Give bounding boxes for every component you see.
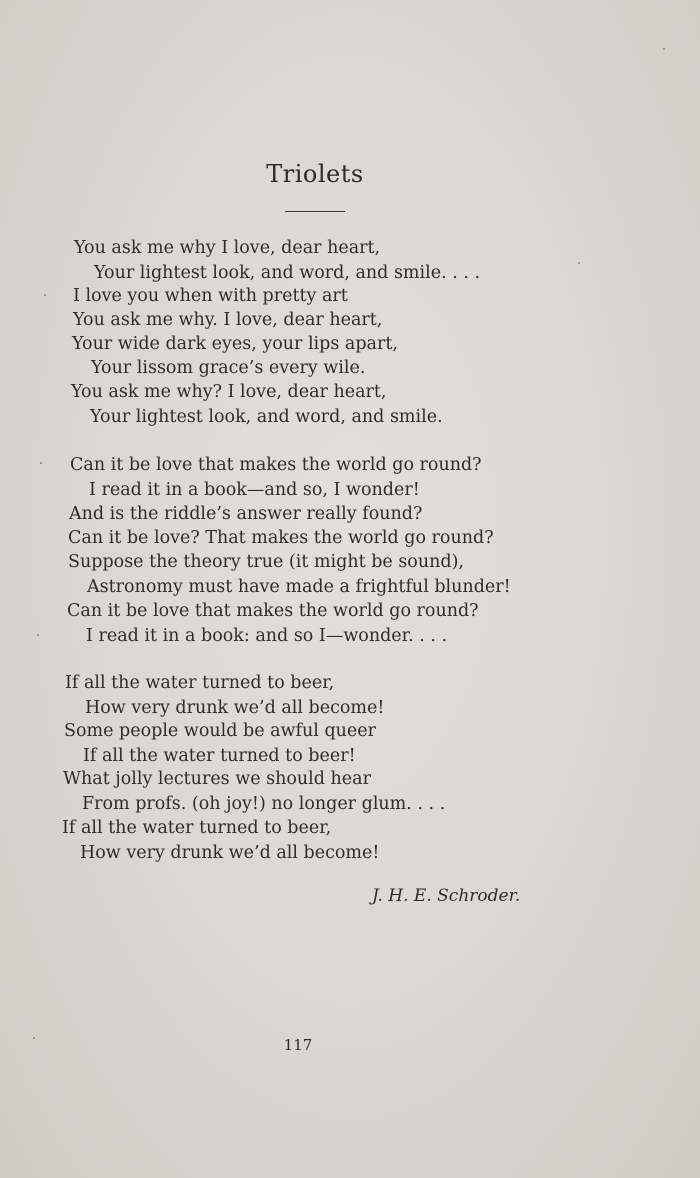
stanza-3-line-5: What jolly lectures we should hear (63, 769, 371, 789)
stanza-1-line-6: Your lissom grace’s every wile. (91, 358, 366, 378)
poem-title: Triolets (266, 160, 364, 188)
stanza-2-line-2: I read it in a book—and so, I wonder! (89, 480, 420, 500)
stanza-2-line-5: Suppose the theory true (it might be sound), (68, 552, 464, 572)
stanza-3-line-6: From profs. (oh joy!) no longer glum. . . . (82, 794, 446, 814)
paper-speck (663, 48, 665, 50)
stanza-2-line-1: Can it be love that makes the world go round? (70, 455, 482, 475)
stanza-3-line-8: How very drunk we’d all become! (80, 843, 380, 863)
stanza-3-line-7: If all the water turned to beer, (62, 818, 332, 838)
stanza-1-line-8: Your lightest look, and word, and smile. (90, 407, 443, 427)
title-divider (285, 211, 345, 212)
stanza-3-line-2: How very drunk we’d all become! (85, 698, 385, 718)
stanza-1-line-1: You ask me why I love, dear heart, (74, 238, 381, 258)
paper-speck (40, 462, 42, 464)
stanza-1-line-2: Your lightest look, and word, and smile. . . . (94, 263, 481, 283)
stanza-1-line-7: You ask me why? I love, dear heart, (71, 382, 387, 402)
stanza-2-line-7: Can it be love that makes the world go round? (67, 601, 479, 621)
page-number: 117 (283, 1036, 313, 1054)
stanza-2-line-4: Can it be love? That makes the world go round? (68, 528, 494, 548)
paper-speck (578, 262, 580, 264)
paper-speck (33, 1037, 35, 1039)
stanza-3-line-1: If all the water turned to beer, (65, 673, 335, 693)
stanza-1-line-5: Your wide dark eyes, your lips apart, (72, 334, 398, 354)
stanza-1-line-4: You ask me why. I love, dear heart, (73, 310, 383, 330)
stanza-3-line-4: If all the water turned to beer! (83, 746, 356, 766)
author-signature: J. H. E. Schroder. (372, 886, 521, 906)
stanza-2-line-3: And is the riddle’s answer really found? (69, 504, 423, 524)
stanza-2-line-8: I read it in a book: and so I—wonder. . . . (86, 626, 448, 646)
paper-speck (44, 294, 46, 296)
stanza-1-line-3: I love you when with pretty art (73, 286, 348, 306)
stanza-2-line-6: Astronomy must have made a frightful blunder! (87, 577, 511, 597)
paper-speck (37, 634, 39, 636)
stanza-3-line-3: Some people would be awful queer (64, 721, 376, 741)
